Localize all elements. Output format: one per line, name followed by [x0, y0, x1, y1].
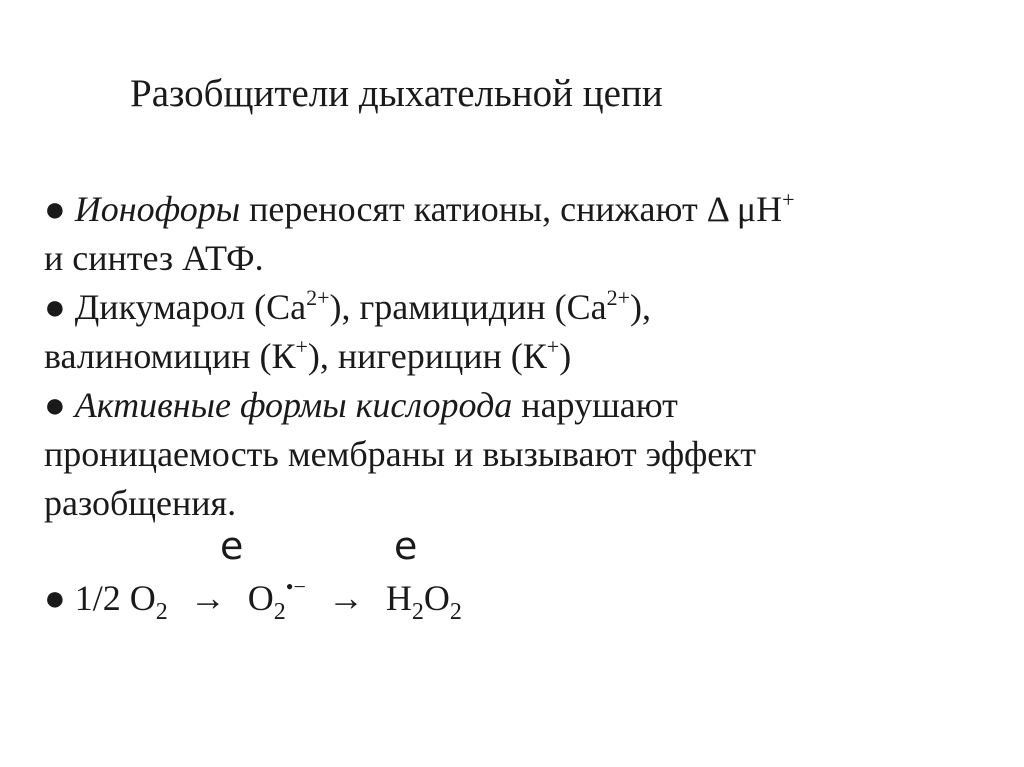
nigericin-text: ), нигерицин (К	[307, 336, 547, 376]
punctuation: )	[559, 336, 572, 376]
subscript: 2	[449, 599, 462, 625]
dicumarol-text: Дикумарол (Са	[65, 287, 307, 327]
bullet: ●	[44, 189, 66, 229]
superoxide-o: O	[247, 578, 274, 618]
hydrogen: H	[385, 578, 412, 618]
list-item-dicumarol-cont	[44, 332, 1004, 381]
bullet: ●	[44, 385, 66, 425]
superscript: 2+	[606, 285, 631, 310]
superscript: 2+	[306, 285, 330, 310]
list-item-dicumarol	[44, 283, 1004, 332]
electron-labels	[44, 524, 1004, 574]
bullet: ●	[44, 578, 66, 618]
bullet: ●	[44, 287, 66, 327]
list-item-ros-cont2: разобщения.	[44, 483, 237, 523]
oxygen: O	[423, 578, 450, 618]
ros-term: Активные формы кислорода	[74, 385, 513, 425]
ionophores-term: Ионофоры	[74, 189, 241, 229]
superscript: +	[295, 334, 308, 359]
subscript: 2	[155, 599, 168, 625]
subscript: 2	[411, 599, 424, 625]
superscript: +	[546, 334, 560, 359]
electron-label: e	[394, 524, 418, 568]
subscript: 2	[273, 599, 286, 625]
list-item-ros-cont: проницаемость мембраны и вызывают эффект	[44, 434, 757, 474]
slide-body	[44, 185, 1004, 626]
arrow-icon: →	[327, 578, 364, 618]
arrow-icon: →	[189, 578, 226, 618]
slide-title: Разобщители дыхательной цепи	[130, 72, 663, 115]
valinomycin-text: валиномицин (К	[44, 336, 296, 376]
punctuation: ),	[630, 287, 652, 327]
ros-text: нарушают	[512, 385, 678, 425]
oxygen-half: 1/2 O	[65, 578, 156, 618]
electron-label: e	[220, 524, 244, 568]
list-item-ionophores-cont: и синтез АТФ.	[44, 238, 264, 278]
radical-mark: •−	[285, 574, 306, 599]
superscript: +	[782, 187, 795, 212]
list-item-ros	[44, 381, 1004, 430]
reduction-equation	[44, 574, 1004, 626]
ionophores-text: переносят катионы, снижают Δ μH	[240, 189, 783, 229]
gramicidin-text: ), грамицидин (Са	[329, 287, 607, 327]
list-item-ionophores	[44, 185, 1004, 234]
